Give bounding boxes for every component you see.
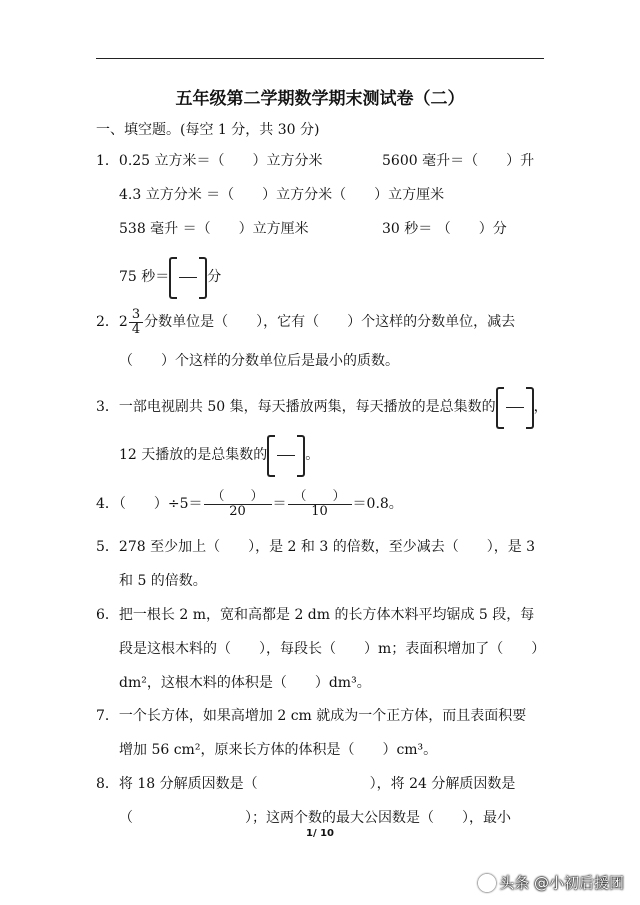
q2-line1	[96, 304, 515, 340]
q1-row3-right: 30 秒＝ （ ）分	[382, 221, 507, 237]
header-rule	[96, 58, 544, 59]
watermark	[475, 872, 624, 893]
section-heading: 一、填空题。(每空 1 分，共 30 分)	[96, 122, 320, 138]
q5-line1: 5．278 至少加上（ ），是 2 和 3 的倍数，至少减去（ ），是 3	[96, 539, 536, 555]
q3-line2	[119, 434, 319, 476]
q8-line2: （ ）；这两个数的最大公因数是（ ），最小	[119, 810, 511, 826]
q5-line2: 和 5 的倍数。	[119, 573, 207, 589]
page-title: 五年级第二学期数学期末测试卷（二）	[175, 89, 465, 109]
watermark-logo-icon	[478, 874, 496, 892]
q6-line2: 段是这根木料的（ ），每段长（ ）m；表面积增加了（ ）	[119, 641, 546, 657]
q2-line2: （ ）个这样的分数单位后是最小的质数。	[119, 353, 399, 369]
q7-line1: 7．一个长方体，如果高增加 2 cm 就成为一个正方体，而且表面积要	[96, 708, 527, 724]
q2-fraction-denominator: 4	[129, 322, 143, 337]
q3-text1: 3．一部电视剧共 50 集，每天播放两集，每天播放的是总集数的	[96, 399, 496, 415]
q4-fraction-2	[288, 490, 352, 519]
fraction-blank	[267, 435, 305, 475]
q2-prefix: 2．	[96, 314, 119, 330]
q4-equals: ＝	[272, 496, 287, 512]
q1-row4	[119, 256, 221, 298]
q3-text1-end: ，	[533, 399, 548, 415]
q3-line1	[96, 386, 548, 428]
q6-line1: 6．把一根长 2 m，宽和高都是 2 dm 的长方体木料平均锯成 5 段，每	[96, 607, 535, 623]
q1-row4-prefix: 75 秒＝	[119, 269, 170, 285]
q8-line1: 8．将 18 分解质因数是（ ），将 24 分解质因数是	[96, 776, 516, 792]
q3-text2: 12 天播放的是总集数的	[119, 447, 268, 463]
page-number: 1/ 10	[305, 828, 334, 839]
q4-fraction-1-numerator: （ ）	[211, 488, 264, 504]
q6-line3: dm²，这根木料的体积是（ ）dm³。	[119, 675, 371, 691]
q2-fraction-numerator: 3	[131, 306, 141, 322]
q7-line2: 增加 56 cm²，原来长方体的体积是（ ）cm³。	[119, 742, 438, 758]
q1-row4-suffix: 分	[207, 269, 222, 285]
watermark-text: 头条 @小初后援团	[499, 874, 624, 892]
q4-post: ＝0.8。	[352, 496, 403, 512]
q2-fraction	[129, 308, 143, 337]
q4-fraction-1-denominator: 20	[204, 504, 272, 519]
fraction-blank	[496, 387, 534, 427]
q4-pre: 4．（ ）÷5＝	[96, 496, 203, 512]
q4-fraction-1	[204, 490, 272, 519]
q4-line	[96, 484, 403, 524]
q1-row3-left: 538 毫升 ＝（ ）立方厘米	[119, 221, 309, 237]
fraction-blank	[169, 257, 207, 297]
q1-row2: 4.3 立方分米 ＝（ ）立方分米（ ）立方厘米	[119, 187, 445, 203]
q1-row1-right: 5600 毫升＝（ ）升	[382, 153, 535, 169]
q1-row1-left: 1．0.25 立方米＝（ ）立方分米	[96, 153, 323, 169]
q4-fraction-2-numerator: （ ）	[293, 488, 346, 504]
q4-fraction-2-denominator: 10	[288, 504, 352, 519]
q3-text2-end: 。	[305, 447, 320, 463]
q2-mixed-whole: 2	[118, 314, 128, 330]
q2-rest: 分数单位是（ ），它有（ ）个这样的分数单位，减去	[144, 314, 516, 330]
